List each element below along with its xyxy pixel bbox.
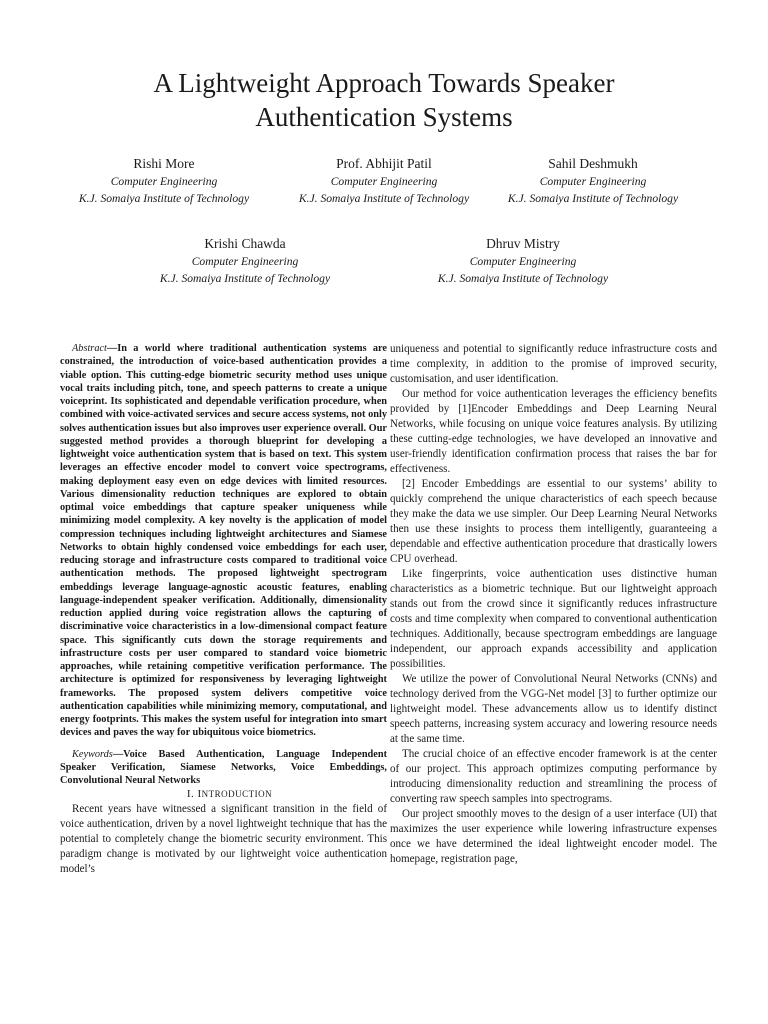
author-block-3 xyxy=(493,155,693,207)
body-paragraph: uniqueness and potential to significantly reduce infrastructure costs and time complexity, in addition to the promise of improved security, customisation, and user identification. xyxy=(390,343,717,385)
body-paragraph: Recent years have witnessed a significant transition in the field of voice authentication, driven by a novel lightweight technique that has the potential to completely change the biometric security environment. This paradigm change is motivated by our lightweight voice authentication model’s xyxy=(60,803,387,876)
author-name: Sahil Deshmukh xyxy=(548,156,638,171)
abstract-text: —In a world where traditional authentication systems are constrained, the introduction of voice-based authentication provides a viable option. This cutting-edge biometric security method uses unique vocal traits including pitch, tone, and speech patterns to create a unique voiceprint. Its sophisticated and dependable verification procedure, when combined with voice-activated services and secure access systems, not only solves authentication issues but also improves user experience overall. Our suggested method provides a thorough blueprint for developing a lightweight voice authentication system that is based on text. This system leverages an effective encoder model to convert voice spectrograms, making deployment easy even on edge devices with limited resources. Various dimensionality reduction techniques are explored to obtain optimal voice embeddings that capture speaker uniqueness while minimizing model complexity. A key novelty is the application of model compression techniques including lightweight architectures and Siamese Networks to obtain highly condensed voice embeddings for each user, reducing storage and infrastructure costs compared to traditional voice authentication methods. The proposed lightweight spectrogram embeddings leverage language-agnostic acoustic features, enabling language-independent speaker verification. Additionally, dimensionality reduction applied during voice registration allows the capturing of discriminative voice characteristics in a low-dimensional compact feature space. This significantly cuts down the storage requirements and infrastructure costs per user compared to standard voice biometric approaches, while retaining competitive verification performance. The architecture is optimized for responsiveness by leveraging lightweight frameworks. The proposed system delivers competitive voice authentication capabilities while minimizing memory, computational, and energy footprints. This makes the system useful for integration into smart devices and paves the way for ubiquitous voice biometrics. xyxy=(60,343,387,739)
author-inst: K.J. Somaiya Institute of Technology xyxy=(298,192,470,205)
paper-title xyxy=(0,66,768,134)
author-dept: Computer Engineering xyxy=(539,175,647,188)
author-dept: Computer Engineering xyxy=(469,255,577,268)
author-inst: K.J. Somaiya Institute of Technology xyxy=(437,272,609,285)
body-paragraph: We utilize the power of Convolutional Neural Networks (CNNs) and technology derived from the VGG-Net model [3] to further optimize our lightweight model. These advancements allow us to identify distinct speech patterns, increasing system accuracy and lowering resource needs at the same time. xyxy=(390,673,717,745)
abstract xyxy=(60,342,387,740)
keywords-text: —Voice Based Authentication, Language Independent Speaker Verification, Siamese Networks, Voice Embeddings, Convolutional Neural Networks xyxy=(60,748,387,786)
abstract-label: Abstract xyxy=(72,343,107,354)
body-paragraph: Our project smoothly moves to the design of a user interface (UI) that maximizes the user experience while lowering infrastructure expenses once we have determined the ideal lightweight encoder model. The homepage, registration page, xyxy=(390,808,717,865)
section-number: I. xyxy=(186,788,195,801)
author-dept: Computer Engineering xyxy=(110,175,218,188)
title-line-1: A Lightweight Approach Towards Speaker xyxy=(153,68,615,98)
title-line-2: Authentication Systems xyxy=(255,102,513,132)
keywords xyxy=(60,748,387,788)
author-name: Dhruv Mistry xyxy=(486,236,560,251)
author-inst: K.J. Somaiya Institute of Technology xyxy=(159,272,331,285)
author-inst: K.J. Somaiya Institute of Technology xyxy=(78,192,250,205)
author-name: Rishi More xyxy=(133,156,195,171)
section-initial: I xyxy=(197,788,202,801)
keywords-label: Keywords xyxy=(72,748,113,760)
body-paragraph: Like fingerprints, voice authentication uses distinctive human characteristics as a biometric technique. But our lightweight approach stands out from the crowd since it significantly reduces infrastructure costs and time complexity when compared to conventional authentication techniques. Additionally, because spectrogram embeddings are language independent, our approach expands accessibility and application possibilities. xyxy=(390,568,717,670)
author-block-5 xyxy=(423,235,623,287)
author-dept: Computer Engineering xyxy=(330,175,438,188)
author-inst: K.J. Somaiya Institute of Technology xyxy=(507,192,679,205)
right-column xyxy=(390,342,717,867)
author-dept: Computer Engineering xyxy=(191,255,299,268)
body-paragraph: Our method for voice authentication leverages the efficiency benefits provided by [1]Encoder Embeddings and Deep Learning Neural Networks, while focusing on unique voice features analysis. By utilizing these cutting-edge technologies, we have developed an innovative and user-friendly identification confirmation process that raises the bar for effectiveness. xyxy=(390,388,717,475)
section-rest: NTRODUCTION xyxy=(201,789,273,800)
body-paragraph: The crucial choice of an effective encoder framework is at the center of our project. This approach optimizes computing performance by introducing dimensionality reduction and streamlining the process of converting raw speech samples into spectrograms. xyxy=(390,748,717,805)
left-column xyxy=(60,342,387,877)
author-block-4 xyxy=(145,235,345,287)
author-block-2 xyxy=(284,155,484,207)
author-block-1 xyxy=(64,155,264,207)
author-name: Krishi Chawda xyxy=(204,236,286,251)
section-heading-introduction xyxy=(60,787,387,802)
author-name: Prof. Abhijit Patil xyxy=(336,156,432,171)
body-paragraph: [2] Encoder Embeddings are essential to our systems’ ability to quickly comprehend the unique characteristics of each speech because they make the data we use simpler. Our Deep Learning Neural Networks then use these insights to process them intelligently, guaranteeing a dependable and effective authentication procedure that drastically lowers CPU overhead. xyxy=(390,478,717,565)
